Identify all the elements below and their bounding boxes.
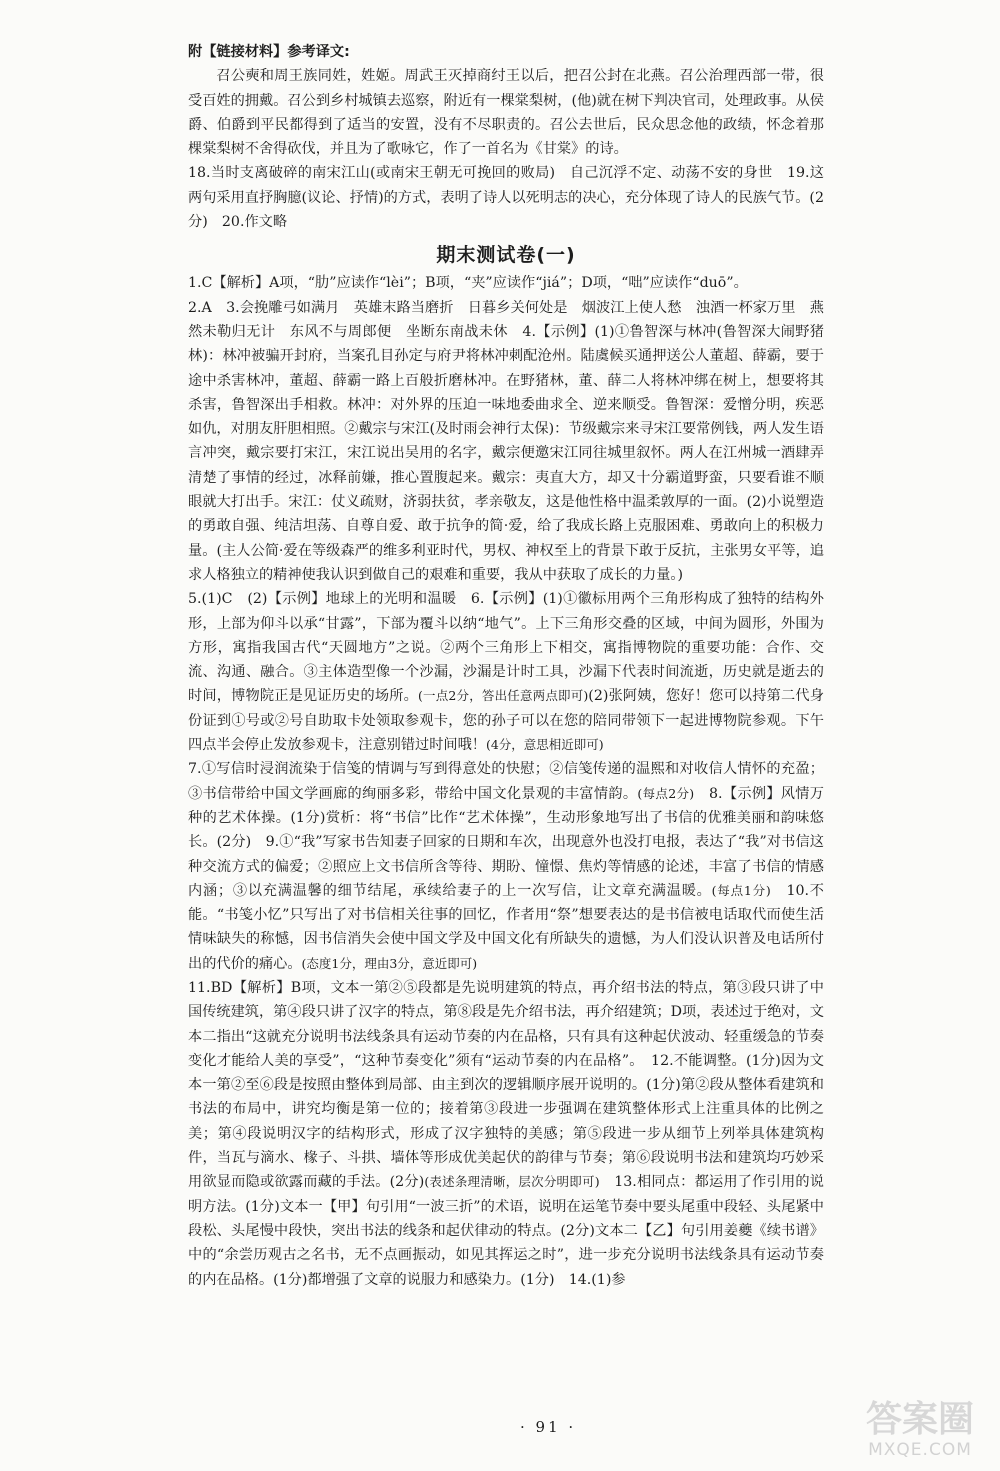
answer-q9-note2: (每点1分) [711, 882, 771, 898]
answer-q1: 1.C【解析】A项，“肋”应读作“lèi”；B项，“夹”应读作“jiá”；D项，“咄”应读作“duō”。 [188, 275, 748, 292]
answer-q2-4: 2.A 3.会挽雕弓如满月 英雄末路当磨折 日暮乡关何处是 烟波江上使人愁 浊酒一杯家万里 燕然未勒归无计 东风不与周郎便 坐断东南战未休 4.【示例】(1)①鲁智深与林冲(鲁智深大闹野猪林)：林冲被骗开封府，当案孔目孙定与府尹将林冲刺配沧州。陆虞候买通押送公人董超、薛霸，要于途中杀害林冲，董超、薛霸一路上百般折磨林冲。在野猪林，董、薛二人将林冲绑在树上，想要将其杀害，鲁智深出手相救。林冲：对外界的压迫一味地委曲求全、逆来顺受。鲁智深：爱憎分明，疾恶如仇，对朋友肝胆相照。②戴宗与宋江(及时雨会神行太保)：节级戴宗来寻宋江要常例钱，两人发生语言冲突，戴宗要打宋江，宋江说出吴用的名字，戴宗便邀宋江同往城里叙怀。两人在江州城一酒肆弄清楚了事情的经过，冰释前嫌，推心置腹起来。戴宗：夷直大方，却又十分霸道野蛮，只要看谁不顺眼就大打出手。宋江：仗义疏财，济弱扶贫，孝亲敬友，这是他性格中温柔敦厚的一面。(2)小说塑造的勇敢自强、纯洁坦荡、自尊自爱、敢于抗争的简·爱，给了我成长路上克服困难、勇敢向上的积极力量。(主人公简·爱在等级森严的维多利亚时代，男权、神权至上的背景下敢于反抗，主张男女平等，追求人格独立的精神使我认识到做自己的艰难和重要，我从中获取了成长的力量。) [188, 299, 824, 583]
page-number: · 91 · [520, 1418, 577, 1436]
answer-q10: 10.不能。“书笺小忆”只写出了对书信相关往事的回忆，作者用“祭”想要表达的是书信被电话取代而使生活情味缺失的称憾，因书信消失会使中国文学及中国文化有所缺失的遗憾，为人们没认识普及电话所付出的代价的痛心。 [188, 882, 824, 972]
answer-q5-6 [188, 587, 824, 757]
answer-q5-6-note1: (一点2分，答出任意两点即可) [417, 688, 589, 704]
answer-q12-note: (表述条理清晰，层次分明即可) [424, 1174, 600, 1190]
appendix-translation: 召公奭和周王族同姓，姓姬。周武王灭掉商纣王以后，把召公封在北燕。召公治理西部一带，很受百姓的拥戴。召公到乡村城镇去巡察，附近有一棵棠梨树，(他)就在树下判决官司，处理政事。从侯爵、伯爵到平民都得到了适当的安置，没有不尽职责的。召公去世后，民众思念他的政绩，怀念着那棵棠梨树不舍得砍伐，并且为了歌咏它，作了一首名为《甘棠》的诗。 [188, 68, 824, 158]
appendix-header-text: 附【链接材料】参考译文: [188, 44, 350, 60]
section-title: 期末测试卷(一) [436, 244, 576, 267]
answer-q7-a: 7.①写信时浸润流染于信笺的情调与写到得意处的快慰；②信笺传递的温熙和对收信人情怀的充盈；③书信带给中国文学画廊的绚丽多彩，带给中国文化景观的丰富情韵。 [188, 761, 824, 802]
answer-q8-9: 8.【示例】风情万种的艺术体操。(1分)赏析：将“书信”比作“艺术体操”，生动形象地写出了书信的优雅美丽和韵味悠长。(2分) 9.①“我”写家书告知妻子回家的日期和车次，出现意外也没打电报，表达了“我”对书信这种交流方式的偏爱；②照应上文书信所含等待、期盼、憧憬、焦灼等情感的论述，丰富了书信的情感内涵；③以充满温馨的细节结尾，承续给妻子的上一次写信，让文章充满温暖。 [188, 785, 824, 899]
answer-q13-14: 13.相同点：都运用了作引用的说明方法。(1分)文本一【甲】句引用“一波三折”的术语，说明在运笔节奏中要头尾重中段轻、头尾紧中段松、头尾慢中段快，突出书法的线条和起伏律动的特点。(2分)文本二【乙】句引用姜夔《续书谱》中的“余尝历观古之名书，无不点画振动，如见其挥运之时”，进一步充分说明书法线条具有运动节奏的内在品格。(1分)都增强了文章的说服力和感染力。(1分) 14.(1)参 [188, 1174, 824, 1288]
answer-q11-14 [188, 976, 824, 1292]
watermark-sub: MXQE.COM [868, 1440, 972, 1460]
answers-18-20: 18.当时支离破碎的南宋江山(或南宋王朝无可挽回的败局) 自己沉浮不定、动荡不安的身世 19.这两句采用直抒胸臆(议论、抒情)的方式，表明了诗人以死明志的决心，充分体现了诗人的民族气节。(2分) 20.作文略 [188, 165, 824, 231]
answer-q5-6-mid: (2)张阿姨，您好！您可以持第二代身份证到①号或②号自助取卡处领取参观卡，您的孙子可以在您的陪同带领下一起进博物院参观。下午四点半会停止发放参观卡，注意别错过时间哦！ [188, 688, 824, 754]
watermark-main: 答案圈 [865, 1399, 974, 1440]
answer-q10-note3: (态度1分，理由3分，意近即可) [301, 955, 478, 971]
watermark-logo [845, 1400, 995, 1466]
answer-q11-12: 11.BD【解析】B项，文本一第②⑤段都是先说明建筑的特点，再介绍书法的特点，第③段只讲了中国传统建筑，第④段只讲了汉字的特点，第⑧段是先介绍书法，再介绍建筑；D项，表述过于绝对，文本二指出“这就充分说明书法线条具有运动节奏的内在品格，只有具有这种起伏波动、轻重缓急的节奏变化才能给人美的享受”，“这种节奏变化”须有“运动节奏的内在品格”。 12.不能调整。(1分)因为文本一第②至⑥段是按照由整体到局部、由主到次的逻辑顺序展开说明的。(1分)第②段从整体看建筑和书法的布局中，讲究均衡是第一位的；接着第③段进一步强调在建筑整体形式上注重具体的比例之美；第④段说明汉字的结构形式，形成了汉字独特的美感；第⑤段进一步从细节上列举具体建筑构件，当瓦与滴水、椽子、斗拱、墙体等形成优美起伏的韵律与节奏；第⑥段说明书法和建筑均巧妙采用欲显而隐或欲露而藏的手法。(2分) [188, 979, 824, 1191]
answer-q5-6-main: 5.(1)C (2)【示例】地球上的光明和温暖 6.【示例】(1)①徽标用两个三角形构成了独特的结构外形，上部为仰斗以承“甘露”，下部为覆斗以纳“地气”。上下三角形交叠的区域，中间为圆形，外围为方形，寓指我国古代“天圆地方”之说。②两个三角形上下相交，寓指博物院的重要功能：合作、交流、沟通、融合。③主体造型像一个沙漏，沙漏是计时工具，沙漏下代表时间流逝，历史就是逝去的时间，博物院正是见证历史的场所。 [188, 591, 824, 705]
answer-q5-6-note2: (4分，意思相近即可) [485, 737, 604, 753]
answer-q7-note1: (每点2分) [637, 785, 695, 801]
answer-page [188, 40, 824, 1292]
appendix-header [188, 40, 824, 64]
answer-q7-10 [188, 757, 824, 976]
